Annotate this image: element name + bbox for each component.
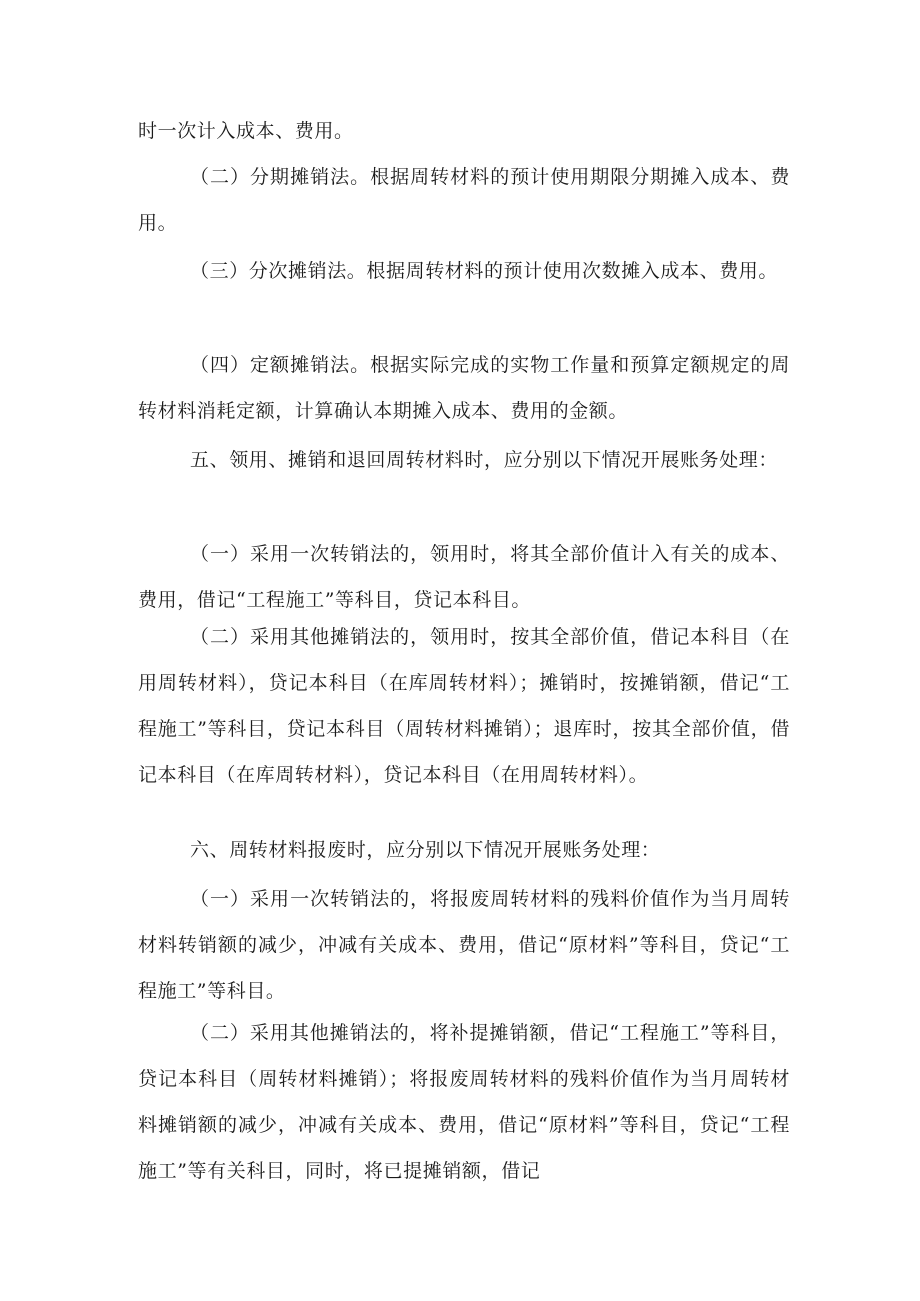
heading-section-six: 六、周转材料报废时，应分别以下情况开展账务处理： <box>190 839 661 861</box>
paragraph-scrap-other-amortization: （二）采用其他摊销法的，将补提摊销额，借记“工程施工”等科目，贷记本科目（周转材料摊销）；将报废周转材料的残料价值作为当月周转材料摊销额的减少，冲减有关成本、费用，借记“原材料”等科目，贷记“工程施工”等有关科目，同时，将已提摊销额，借记 <box>138 1022 790 1182</box>
paragraph-usage-count-amortization: （三）分次摊销法。根据周转材料的预计使用次数摊入成本、费用。 <box>190 260 779 282</box>
paragraph-one-time-writeoff: （一）采用一次转销法的，领用时，将其全部价值计入有关的成本、费用，借记“工程施工”等科目，贷记本科目。 <box>138 543 790 611</box>
paragraph-quota-amortization: （四）定额摊销法。根据实际完成的实物工作量和预算定额规定的周转材料消耗定额，计算确认本期摊入成本、费用的金额。 <box>138 354 790 422</box>
paragraph-scrap-one-time: （一）采用一次转销法的，将报废周转材料的残料价值作为当月周转材料转销额的减少，冲减有关成本、费用，借记“原材料”等科目，贷记“工程施工”等科目。 <box>138 888 790 1002</box>
paragraph-other-amortization: （二）采用其他摊销法的，领用时，按其全部价值，借记本科目（在用周转材料），贷记本科目（在库周转材料）；摊销时，按摊销额，借记“工程施工”等科目，贷记本科目（周转材料摊销）；退库时，按其全部价值，借记本科目（在库周转材料），贷记本科目（在用周转材料）。 <box>138 626 790 786</box>
heading-section-five: 五、领用、摊销和退回周转材料时，应分别以下情况开展账务处理： <box>190 449 779 471</box>
paragraph-installment-amortization: （二）分期摊销法。根据周转材料的预计使用期限分期摊入成本、费用。 <box>138 166 790 234</box>
paragraph-continuation: 时一次计入成本、费用。 <box>138 120 354 142</box>
